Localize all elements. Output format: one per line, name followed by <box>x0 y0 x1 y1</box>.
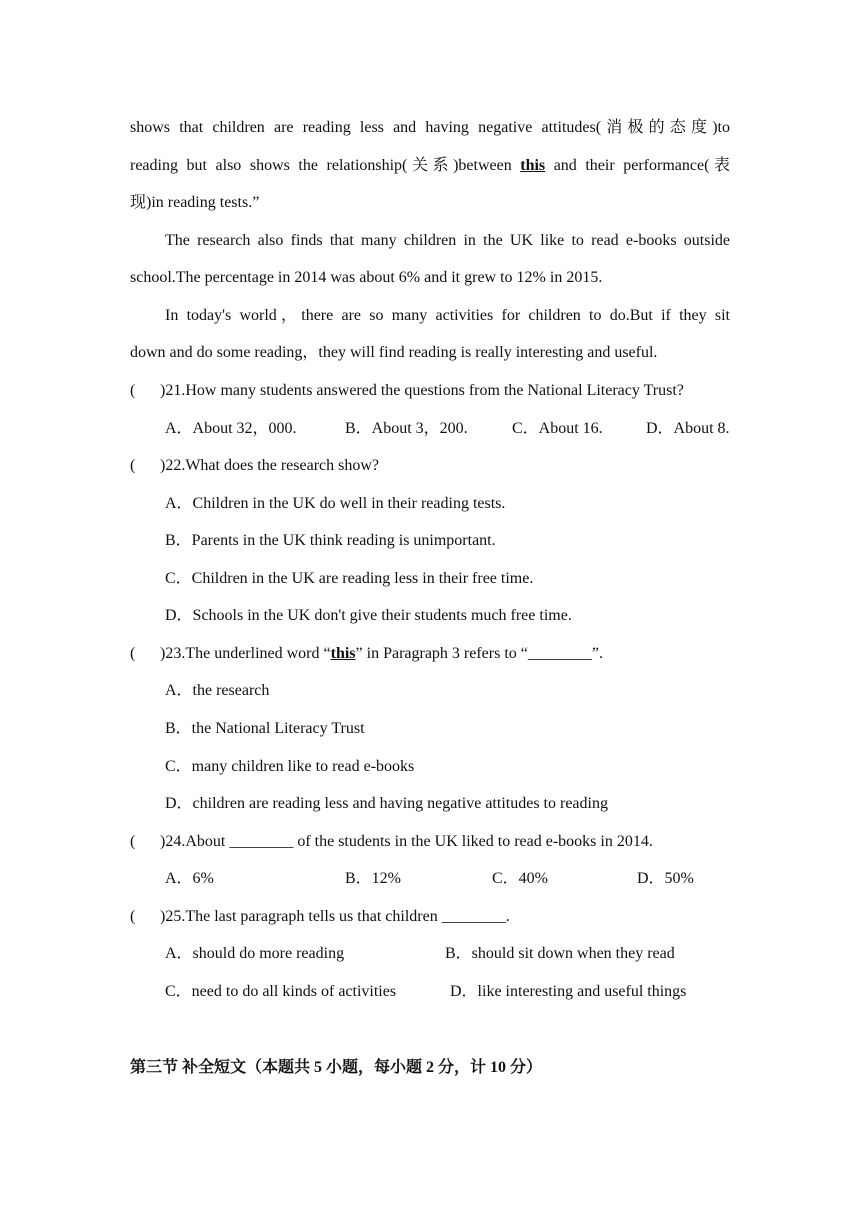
option-b[interactable]: B．Parents in the UK think reading is unimportant. <box>165 532 496 549</box>
option-b[interactable]: B．the National Literacy Trust <box>165 720 365 737</box>
option-b[interactable]: B．12% <box>345 870 402 887</box>
option-a[interactable]: A．should do more reading <box>165 945 345 962</box>
passage-line: 现)in reading tests.” <box>130 194 260 211</box>
option-a[interactable]: A．6% <box>165 870 214 887</box>
question-stem: )21.How many students answered the questions from the National Literacy Trust? <box>160 382 684 399</box>
option-a[interactable]: A．About 32，000. <box>165 420 297 437</box>
passage-line: down and do some reading，they will find reading is really interesting and useful. <box>130 344 658 361</box>
option-c[interactable]: C．40% <box>492 870 549 887</box>
answer-bracket[interactable]: ( <box>130 908 136 925</box>
question-stem: )23.The underlined word “this” in Paragraph 3 refers to “________”. <box>160 645 603 662</box>
answer-bracket[interactable]: ( <box>130 382 136 399</box>
option-c[interactable]: C．many children like to read e-books <box>165 758 415 775</box>
question-stem: )22.What does the research show? <box>160 457 380 474</box>
question-stem: )25.The last paragraph tells us that children ________. <box>160 908 510 925</box>
passage-line: school.The percentage in 2014 was about 6% and it grew to 12% in 2015. <box>130 269 603 286</box>
passage-line: The research also finds that many children in the UK like to read e-books outside <box>165 232 730 249</box>
option-b[interactable]: B．About 3，200. <box>345 420 468 437</box>
passage-line: reading but also shows the relationship(关系)between this and their performance(表 <box>130 157 730 174</box>
question-stem: )24.About ________ of the students in the UK liked to read e-books in 2014. <box>160 833 653 850</box>
option-d[interactable]: D．Schools in the UK don't give their students much free time. <box>165 607 572 624</box>
option-d[interactable]: D．About 8. <box>646 420 730 437</box>
option-c[interactable]: C．About 16. <box>512 420 603 437</box>
answer-bracket[interactable]: ( <box>130 457 136 474</box>
option-a[interactable]: A．Children in the UK do well in their reading tests. <box>165 495 506 512</box>
section-heading: 第三节 补全短文（本题共 5 小题，每小题 2 分，计 10 分） <box>130 1059 543 1076</box>
option-d[interactable]: D．50% <box>637 870 694 887</box>
underlined-word-this: this <box>520 157 546 174</box>
option-d[interactable]: D．children are reading less and having negative attitudes to reading <box>165 795 608 812</box>
underlined-word-this: this <box>330 645 356 662</box>
answer-bracket[interactable]: ( <box>130 833 136 850</box>
passage-line: shows that children are reading less and having negative attitudes(消极的态度)to <box>130 119 730 136</box>
option-a[interactable]: A．the research <box>165 682 270 699</box>
answer-bracket[interactable]: ( <box>130 645 136 662</box>
option-c[interactable]: C．need to do all kinds of activities <box>165 983 397 1000</box>
option-c[interactable]: C．Children in the UK are reading less in their free time. <box>165 570 534 587</box>
passage-line: In today's world，there are so many activities for children to do.But if they sit <box>165 307 730 324</box>
option-b[interactable]: B．should sit down when they read <box>445 945 675 962</box>
option-d[interactable]: D．like interesting and useful things <box>450 983 687 1000</box>
